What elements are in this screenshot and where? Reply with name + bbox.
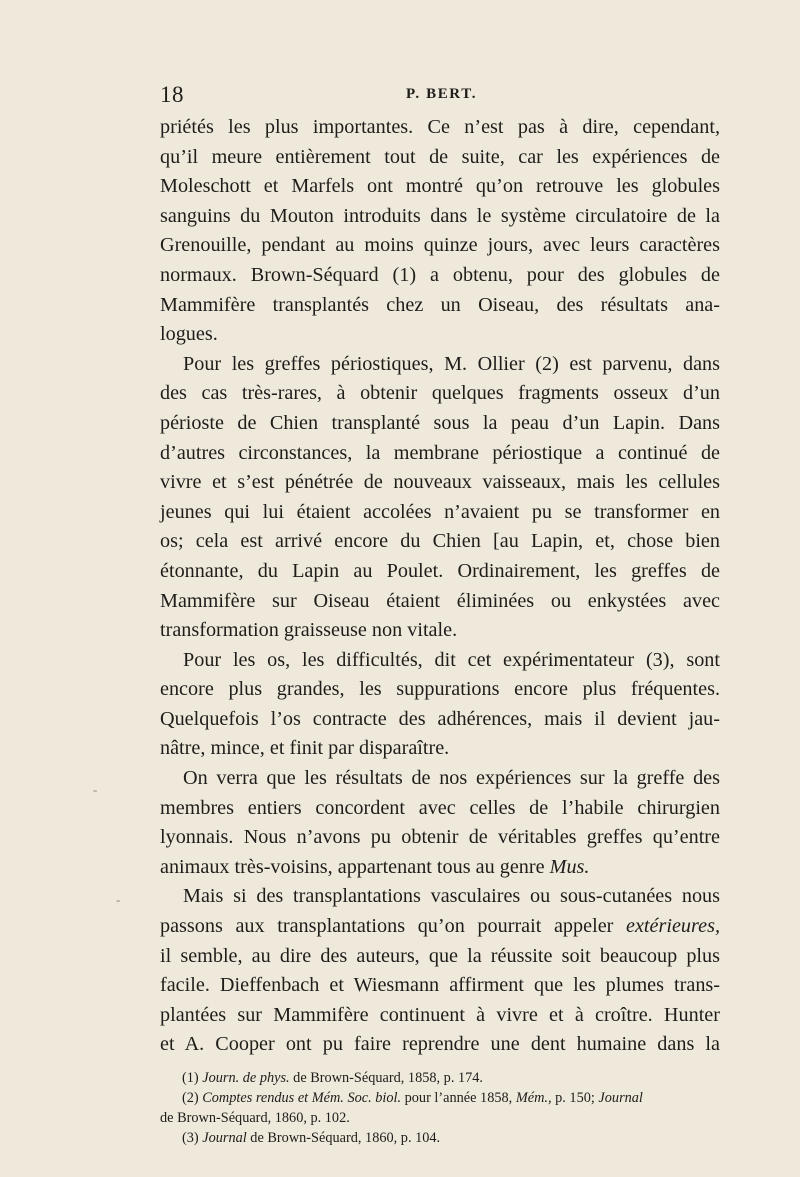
- footnote-2-source-2: Mém.,: [515, 1090, 552, 1106]
- footnote-2-ref-2: p. 150;: [551, 1090, 599, 1106]
- text-line: [160, 882, 720, 912]
- text-line-italic: Mus.: [549, 855, 590, 878]
- margin-tick-mark: -: [116, 892, 121, 907]
- footnote-2-mark: (2): [182, 1090, 199, 1106]
- margin-tick-mark: -: [93, 782, 98, 797]
- text-line: [160, 498, 720, 528]
- text-line: [160, 468, 720, 498]
- page-number: 18: [160, 82, 184, 107]
- text-line: [160, 143, 720, 173]
- text-line: [160, 320, 720, 350]
- footnote-3-mark: (3): [182, 1130, 199, 1146]
- text-line-content: encore plus grandes, les suppurations encore plus fréquentes.: [160, 678, 720, 701]
- text-line: [160, 971, 720, 1001]
- text-line-content: Mammifère sur Oiseau étaient éliminées ou enkystées avec: [160, 589, 720, 612]
- footnote-1-source: Journ. de phys.: [202, 1070, 290, 1086]
- text-line-content: sanguins du Mouton introduits dans le système circulatoire de la: [160, 204, 720, 227]
- text-line-content: d’autres circonstances, la membrane périostique a continué de: [160, 441, 720, 464]
- text-line: [160, 587, 720, 617]
- text-line: [160, 675, 720, 705]
- text-line-content: lyonnais. Nous n’avons pu obtenir de véritables greffes qu’entre: [160, 826, 720, 849]
- text-line-italic: extérieures,: [626, 915, 720, 938]
- text-line: [160, 409, 720, 439]
- text-line-content: logues.: [160, 323, 218, 346]
- footnote-2-source-3: Journal: [598, 1090, 643, 1106]
- text-line: [160, 616, 720, 646]
- text-line-content: Pour les greffes périostiques, M. Ollier (2) est parvenu, dans: [183, 352, 720, 375]
- text-line: [160, 705, 720, 735]
- footnote-1: [160, 1068, 720, 1088]
- text-line-content: qu’il meure entièrement tout de suite, car les expériences de: [160, 145, 720, 168]
- text-line: [160, 231, 720, 261]
- running-head: P. BERT.: [406, 86, 478, 102]
- text-line-content: facile. Dieffenbach et Wiesmann affirment que les plumes trans-: [160, 974, 720, 997]
- text-line-content: priétés les plus importantes. Ce n’est pas à dire, cependant,: [160, 116, 720, 138]
- footnote-3: [160, 1128, 720, 1148]
- text-line: [160, 527, 720, 557]
- text-line: [160, 764, 720, 794]
- text-line: [160, 557, 720, 587]
- text-line-content: Moleschott et Marfels ont montré qu’on retrouve les globules: [160, 175, 720, 198]
- text-line: [160, 853, 720, 883]
- text-line: [160, 912, 720, 942]
- footnote-2: [160, 1088, 720, 1108]
- footnote-1-mark: (1): [182, 1070, 199, 1086]
- text-line: [160, 942, 720, 972]
- text-line-content: On verra que les résultats de nos expériences sur la greffe des: [183, 767, 720, 790]
- text-line: [160, 261, 720, 291]
- text-line-content: Mammifère transplantés chez un Oiseau, des résultats ana-: [160, 293, 720, 316]
- text-line-content: normaux. Brown-Séquard (1) a obtenu, pour des globules de: [160, 263, 720, 286]
- text-line-content: animaux très-voisins, appartenant tous au genre: [160, 855, 550, 878]
- text-line: [160, 439, 720, 469]
- footnote-3-source: Journal: [202, 1130, 247, 1146]
- footnote-2-ref: pour l’année 1858,: [401, 1090, 516, 1106]
- text-line-content: os; cela est arrivé encore du Chien [au Lapin, et, chose bien: [160, 530, 720, 553]
- text-line: [160, 823, 720, 853]
- text-line: [160, 202, 720, 232]
- text-line-content: Pour les os, les difficultés, dit cet expérimentateur (3), sont: [183, 648, 720, 671]
- text-line: [160, 646, 720, 676]
- text-line-content: transformation graisseuse non vitale.: [160, 619, 458, 642]
- text-line-content: jeunes qui lui étaient accolées n’avaient pu se transformer en: [160, 500, 720, 523]
- text-line-content: Grenouille, pendant au moins quinze jours, avec leurs caractères: [160, 234, 720, 257]
- text-line: [160, 794, 720, 824]
- body-text: [160, 113, 720, 1060]
- footnote-2-continuation: de Brown-Séquard, 1860, p. 102.: [160, 1110, 350, 1126]
- footnotes: [160, 1068, 720, 1148]
- text-line-content: des cas très-rares, à obtenir quelques fragments osseux d’un: [160, 382, 720, 405]
- text-line-content: et A. Cooper ont pu faire reprendre une dent humaine dans la: [160, 1033, 720, 1056]
- text-line-content: plantées sur Mammifère continuent à vivre et à croître. Hunter: [160, 1003, 720, 1026]
- footnote-1-ref: de Brown-Séquard, 1858, p. 174.: [289, 1070, 483, 1086]
- text-line-content: il semble, au dire des auteurs, que la réussite soit beaucoup plus: [160, 944, 720, 967]
- text-line: [160, 172, 720, 202]
- text-line: [160, 379, 720, 409]
- text-line-content: étonnante, du Lapin au Poulet. Ordinairement, les greffes de: [160, 559, 720, 582]
- text-line: [160, 1030, 720, 1060]
- text-line-content: périoste de Chien transplanté sous la peau d’un Lapin. Dans: [160, 411, 720, 434]
- text-line-content: Mais si des transplantations vasculaires ou sous-cutanées nous: [183, 885, 720, 908]
- text-line-content: Quelquefois l’os contracte des adhérences, mais il devient jau-: [160, 707, 720, 730]
- footnote-3-ref: de Brown-Séquard, 1860, p. 104.: [246, 1130, 441, 1146]
- text-line-content: membres entiers concordent avec celles de l’habile chirurgien: [160, 796, 720, 819]
- text-line: [160, 1001, 720, 1031]
- footnote-2-source: Comptes rendus et Mém. Soc. biol.: [202, 1090, 402, 1106]
- page-header: [160, 82, 680, 112]
- text-line-content: vivre et s’est pénétrée de nouveaux vaisseaux, mais les cellules: [160, 471, 720, 494]
- text-line: [160, 113, 720, 143]
- text-line: [160, 350, 720, 380]
- text-line: [160, 734, 720, 764]
- text-line: [160, 291, 720, 321]
- text-line-content: nâtre, mince, et finit par disparaître.: [160, 737, 450, 760]
- text-line-content: passons aux transplantations qu’on pourrait appeler: [160, 915, 627, 938]
